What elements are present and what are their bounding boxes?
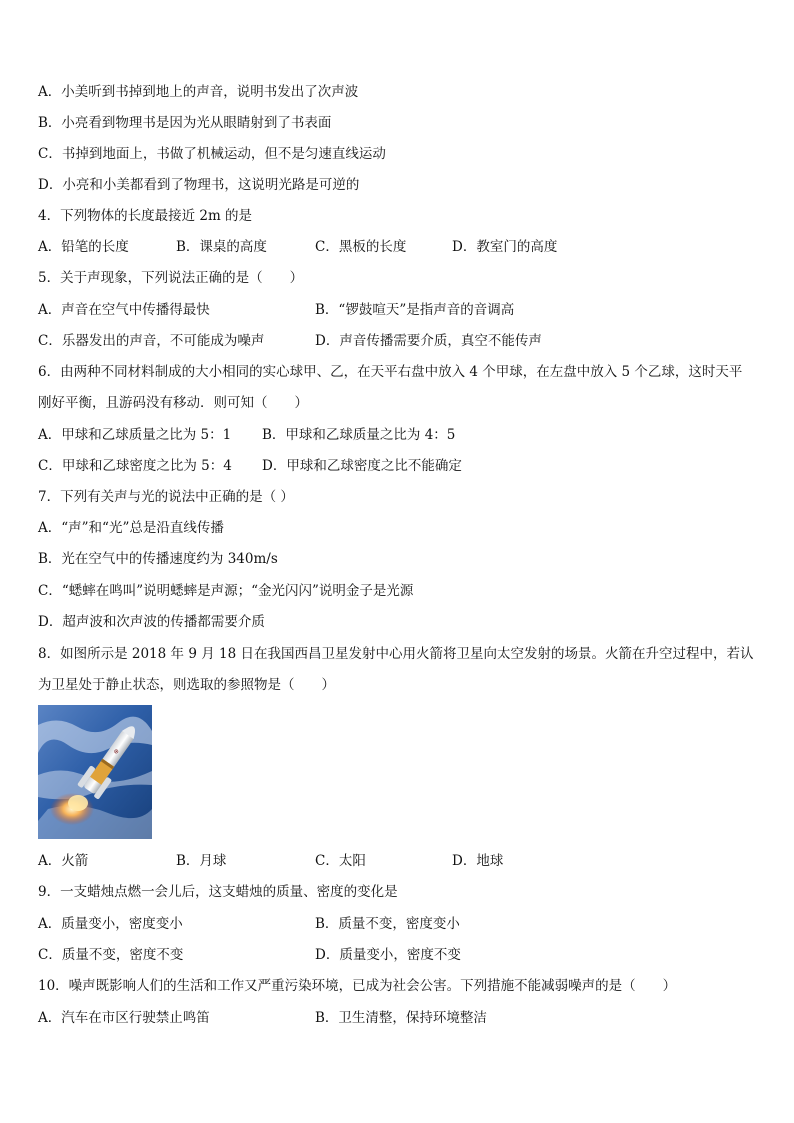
q5-option-b: B．“锣鼓喧天”是指声音的音调高 <box>315 302 515 318</box>
q4-option-b: B．课桌的高度 <box>176 239 267 255</box>
q7-option-a: A．“声”和“光”总是沿直线传播 <box>38 520 224 536</box>
q5-option-c: C．乐器发出的声音，不可能成为噪声 <box>38 333 265 349</box>
q7-option-d: D．超声波和次声波的传播都需要介质 <box>38 614 265 630</box>
q9-option-b: B．质量不变，密度变小 <box>315 916 460 932</box>
q8-option-d: D．地球 <box>452 853 504 869</box>
q10-stem: 10．噪声既影响人们的生活和工作又严重污染环境，已成为社会公害。下列措施不能减弱噪声的是（ ） <box>38 978 677 994</box>
q8-option-a: A．火箭 <box>38 853 89 869</box>
prev-option-d: D．小亮和小美都看到了物理书，这说明光路是可逆的 <box>38 177 360 193</box>
q9-option-d: D．质量变小，密度不变 <box>315 947 461 963</box>
q7-option-b: B．光在空气中的传播速度约为 340m/s <box>38 551 278 567</box>
q10-option-b: B．卫生清整，保持环境整洁 <box>315 1010 487 1026</box>
q6-option-a: A．甲球和乙球质量之比为 5：1 <box>38 427 232 443</box>
q8-option-c: C．太阳 <box>315 853 366 869</box>
prev-option-c: C．书掉到地面上，书做了机械运动，但不是匀速直线运动 <box>38 146 386 162</box>
q4-option-c: C．黑板的长度 <box>315 239 407 255</box>
q6-option-c: C．甲球和乙球密度之比为 5：4 <box>38 458 232 474</box>
q7-option-c: C．“蟋蟀在鸣叫”说明蟋蟀是声源；“金光闪闪”说明金子是光源 <box>38 583 414 599</box>
q9-option-a: A．质量变小，密度变小 <box>38 916 183 932</box>
prev-option-b: B．小亮看到物理书是因为光从眼睛射到了书表面 <box>38 115 332 131</box>
q9-option-c: C．质量不变，密度不变 <box>38 947 184 963</box>
q6-stem-line1: 6．由两种不同材料制成的大小相同的实心球甲、乙，在天平右盘中放入 4 个甲球，在左盘中放入 5 个乙球，这时天平 <box>38 364 743 380</box>
q5-stem: 5．关于声现象，下列说法正确的是（ ） <box>38 270 304 286</box>
q5-option-d: D．声音传播需要介质，真空不能传声 <box>315 333 542 349</box>
rocket-launch-icon <box>38 705 152 839</box>
q8-stem-line1: 8．如图所示是 2018 年 9 月 18 日在我国西昌卫星发射中心用火箭将卫星向太空发射的场景。火箭在升空过程中，若认 <box>38 646 754 662</box>
q8-option-b: B．月球 <box>176 853 227 869</box>
svg-text:⊕: ⊕ <box>112 747 121 757</box>
q10-option-a: A．汽车在市区行驶禁止鸣笛 <box>38 1010 210 1026</box>
q4-option-a: A．铅笔的长度 <box>38 239 129 255</box>
q4-option-d: D．教室门的高度 <box>452 239 558 255</box>
q6-option-d: D．甲球和乙球密度之比不能确定 <box>262 458 462 474</box>
q6-option-b: B．甲球和乙球质量之比为 4：5 <box>262 427 456 443</box>
rocket-launch-image <box>38 705 152 839</box>
q7-stem: 7．下列有关声与光的说法中正确的是（ ） <box>38 489 294 505</box>
q4-stem: 4．下列物体的长度最接近 2m 的是 <box>38 208 253 224</box>
q9-stem: 9．一支蜡烛点燃一会儿后，这支蜡烛的质量、密度的变化是 <box>38 884 398 900</box>
q6-stem-line2: 刚好平衡，且游码没有移动．则可知（ ） <box>38 395 308 411</box>
q8-stem-line2: 为卫星处于静止状态，则选取的参照物是（ ） <box>38 677 335 693</box>
q5-option-a: A．声音在空气中传播得最快 <box>38 302 210 318</box>
prev-option-a: A．小美听到书掉到地上的声音，说明书发出了次声波 <box>38 84 359 100</box>
